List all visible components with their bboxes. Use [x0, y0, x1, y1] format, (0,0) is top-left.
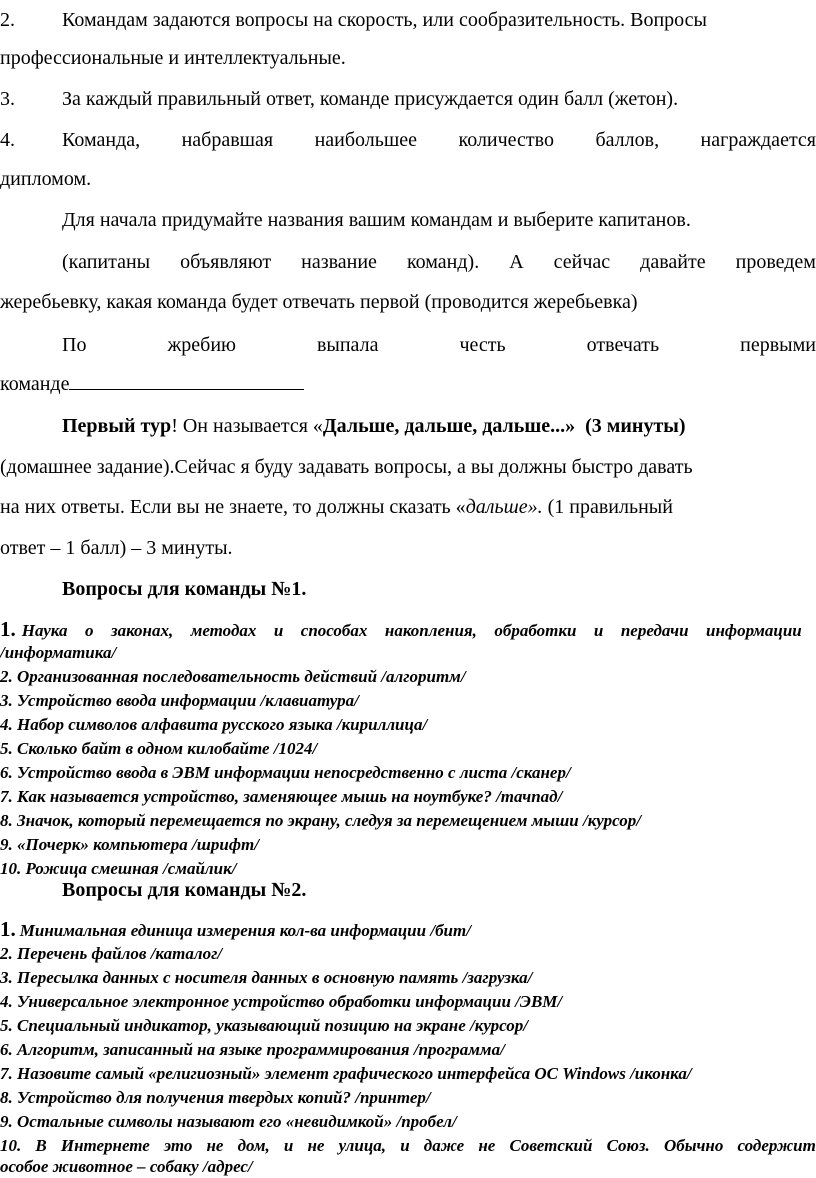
rule-2-line-2: профессиональные и интеллектуальные. [0, 47, 346, 69]
word: содержит [737, 1136, 816, 1155]
intro-paragraph-1: Для начала придумайте названия вашим командам и выберите капитанов. [62, 209, 691, 231]
word: (капитаны [62, 251, 151, 273]
team-1-heading: Вопросы для команды №1. [62, 578, 307, 600]
team-2-question-10-line-1 [0, 1135, 816, 1156]
team-1-question-1 [0, 619, 816, 641]
word: не [206, 1136, 224, 1155]
tour-line-3 [0, 495, 816, 519]
intro-paragraph-2-line-1 [62, 250, 816, 274]
word: баллов, [595, 129, 660, 151]
rule-2-text: Командам задаются вопросы на скорость, или сообразительность. Вопросы [62, 9, 707, 31]
intro-paragraph-3-line-1 [62, 333, 816, 357]
tour-line-2: (домашнее задание).Сейчас я буду задавать вопросы, а вы должны быстро давать [0, 456, 693, 478]
word: команд). [406, 251, 480, 273]
team-2-heading: Вопросы для команды №2. [62, 879, 307, 901]
word: Союз. [606, 1136, 650, 1155]
word: Обычно [663, 1136, 724, 1155]
rule-2-number: 2. [0, 9, 15, 31]
word: дом, [237, 1136, 270, 1155]
intro-paragraph-3-line-2 [0, 371, 816, 396]
team-2-question: 9. Остальные символы называют его «невидимкой» /пробел/ [0, 1112, 457, 1131]
word: В [35, 1136, 47, 1155]
team-1-question: 9. «Почерк» компьютера /шрифт/ [0, 835, 259, 854]
question-text: Минимальная единица измерения кол-ва информации /бит/ [19, 921, 471, 940]
team-2-question: 4. Универсальное электронное устройство обработки информации /ЭВМ/ [0, 992, 563, 1011]
team-label: команде [0, 373, 70, 395]
tour-keyword: дальше». [465, 496, 543, 518]
word: и [400, 1136, 410, 1155]
word: название [301, 251, 377, 273]
rule-4-line-1 [0, 128, 816, 152]
word: проведем [735, 251, 816, 273]
team-2-question: 6. Алгоритм, записанный на языке программирования /программа/ [0, 1040, 505, 1059]
blank-underline [69, 371, 304, 390]
tour-duration: (3 минуты) [585, 415, 686, 437]
team-2-question: 5. Специальный индикатор, указывающий позицию на экране /курсор/ [0, 1016, 529, 1035]
rule-3-text: За каждый правильный ответ, команде присуждается один балл (жетон). [62, 88, 679, 110]
question-text: Наука о законах, методах и способах накопления, обработки и передачи информации [21, 621, 802, 640]
tour-title: Первый тур [62, 415, 172, 437]
word: объявляют [180, 251, 272, 273]
word: не [307, 1136, 325, 1155]
word: даже [423, 1136, 465, 1155]
word: жребию [167, 334, 236, 356]
tour-text: на них ответы. Если вы не знаете, то должны сказать « [0, 496, 466, 518]
word: Советский [509, 1136, 593, 1155]
word: Команда, [62, 129, 141, 151]
team-1-question: 8. Значок, который перемещается по экрану, следуя за перемещением мыши /курсор/ [0, 811, 641, 830]
team-1-question-1-cont: /информатика/ [0, 643, 117, 662]
team-1-question: 5. Сколько байт в одном килобайте /1024/ [0, 739, 318, 758]
word: давайте [640, 251, 706, 273]
word: не [478, 1136, 496, 1155]
team-1-question: 4. Набор символов алфавита русского языка /кириллица/ [0, 715, 428, 734]
team-2-question: 3. Пересылка данных с носителя данных в основную память /загрузка/ [0, 968, 533, 987]
team-2-question: 2. Перечень файлов /каталог/ [0, 944, 223, 963]
team-1-question: 6. Устройство ввода в ЭВМ информации непосредственно с листа /сканер/ [0, 763, 571, 782]
word: По [62, 334, 87, 356]
team-1-question: 3. Устройство ввода информации /клавиатура/ [0, 691, 359, 710]
word: А [509, 251, 524, 273]
word: выпала [316, 334, 379, 356]
team-2-question: 8. Устройство для получения твердых копий? /принтер/ [0, 1088, 431, 1107]
question-number: 1. [0, 617, 16, 641]
tour-text: (1 правильный [542, 496, 673, 518]
word: Интернете [60, 1136, 150, 1155]
tour-text: ! Он называется « [171, 415, 323, 437]
rule-3-number: 3. [0, 88, 15, 110]
team-2-question-1 [0, 919, 816, 941]
team-1-question: 2. Организованная последовательность действий /алгоритм/ [0, 667, 466, 686]
word: набравшая [181, 129, 274, 151]
team-2-question-10-line-2: особое животное – собаку /адрес/ [0, 1157, 253, 1176]
intro-paragraph-2-line-2: жеребьевку, какая команда будет отвечать первой (проводится жеребьевка) [0, 291, 638, 313]
word: улица, [338, 1136, 387, 1155]
tour-name: Дальше, дальше, дальше...» [322, 415, 576, 437]
word: это [163, 1136, 193, 1155]
rule-4-words [62, 128, 816, 152]
tour-line-1 [62, 414, 816, 438]
team-2-question: 7. Назовите самый «религиозный» элемент графического интерфейса ОС Windows /иконка/ [0, 1064, 692, 1083]
rule-4-number: 4. [0, 129, 15, 151]
word: награждается [700, 129, 816, 151]
rule-3-line [0, 87, 816, 111]
word: наибольшее [314, 129, 418, 151]
word: количество [458, 129, 554, 151]
word: отвечать [586, 334, 660, 356]
team-1-question: 7. Как называется устройство, заменяющее мышь на ноутбуке? /тачпад/ [0, 787, 563, 806]
rule-4-line-2: дипломом. [0, 168, 92, 190]
question-number: 1. [0, 917, 16, 941]
team-1-question: 10. Рожица смешная /смайлик/ [0, 859, 237, 878]
word: 10. [0, 1136, 22, 1155]
rule-2-line-1 [0, 8, 816, 32]
word: первыми [740, 334, 816, 356]
word: и [283, 1136, 294, 1155]
word: сейчас [553, 251, 611, 273]
word: честь [459, 334, 506, 356]
tour-line-4: ответ – 1 балл) – 3 минуты. [0, 537, 233, 559]
